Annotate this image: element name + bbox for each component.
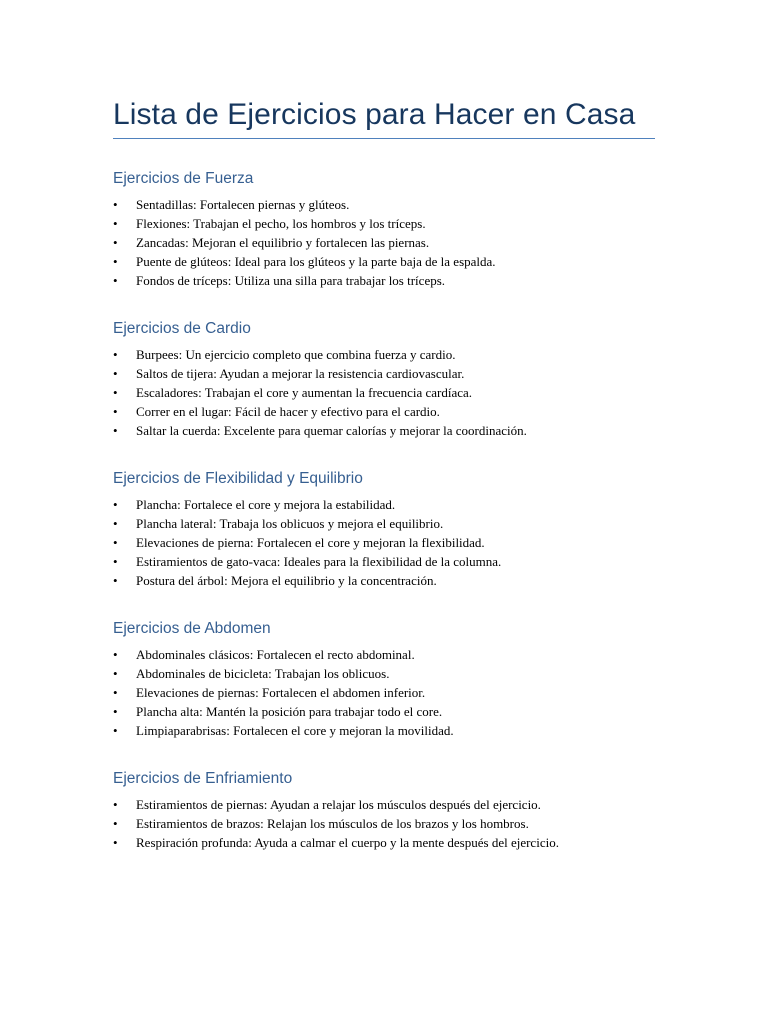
list-item <box>113 702 655 721</box>
list-item-text: Fondos de tríceps: Utiliza una silla para trabajar los tríceps. <box>136 273 446 288</box>
list-item-text: Elevaciones de piernas: Fortalecen el abdomen inferior. <box>136 685 426 700</box>
list-item <box>113 214 655 233</box>
bullet-icon: • <box>113 497 118 512</box>
exercise-list <box>113 795 655 852</box>
list-item-text: Limpiaparabrisas: Fortalecen el core y mejoran la movilidad. <box>136 723 454 738</box>
list-item <box>113 364 655 383</box>
section-abdomen <box>113 619 655 740</box>
list-item <box>113 495 655 514</box>
list-item-text: Puente de glúteos: Ideal para los glúteos y la parte baja de la espalda. <box>136 254 496 269</box>
bullet-icon: • <box>113 835 118 850</box>
section-heading: Ejercicios de Flexibilidad y Equilibrio <box>113 470 363 487</box>
list-item-text: Saltos de tijera: Ayudan a mejorar la resistencia cardiovascular. <box>136 366 465 381</box>
list-item <box>113 664 655 683</box>
list-item-text: Postura del árbol: Mejora el equilibrio y la concentración. <box>136 573 437 588</box>
bullet-icon: • <box>113 516 118 531</box>
list-item-text: Zancadas: Mejoran el equilibrio y fortalecen las piernas. <box>136 235 430 250</box>
section-enfriamiento <box>113 769 655 852</box>
list-item <box>113 533 655 552</box>
bullet-icon: • <box>113 797 118 812</box>
bullet-icon: • <box>113 573 118 588</box>
list-item <box>113 195 655 214</box>
list-item <box>113 383 655 402</box>
list-item-text: Elevaciones de pierna: Fortalecen el core y mejoran la flexibilidad. <box>136 535 485 550</box>
title-underline-rule <box>113 138 655 139</box>
list-item-text: Plancha alta: Mantén la posición para trabajar todo el core. <box>136 704 443 719</box>
bullet-icon: • <box>113 273 118 288</box>
bullet-icon: • <box>113 347 118 362</box>
bullet-icon: • <box>113 235 118 250</box>
list-item <box>113 814 655 833</box>
list-item-text: Correr en el lugar: Fácil de hacer y efectivo para el cardio. <box>136 404 440 419</box>
bullet-icon: • <box>113 423 118 438</box>
list-item <box>113 552 655 571</box>
list-item <box>113 571 655 590</box>
bullet-icon: • <box>113 723 118 738</box>
exercise-list <box>113 195 655 290</box>
bullet-icon: • <box>113 385 118 400</box>
bullet-icon: • <box>113 647 118 662</box>
list-item <box>113 233 655 252</box>
bullet-icon: • <box>113 554 118 569</box>
bullet-icon: • <box>113 704 118 719</box>
list-item-text: Estiramientos de brazos: Relajan los músculos de los brazos y los hombros. <box>136 816 529 831</box>
list-item-text: Respiración profunda: Ayuda a calmar el cuerpo y la mente después del ejercicio. <box>136 835 559 850</box>
sections-container <box>113 169 655 852</box>
list-item <box>113 721 655 740</box>
section-cardio <box>113 319 655 440</box>
list-item-text: Burpees: Un ejercicio completo que combina fuerza y cardio. <box>136 347 456 362</box>
section-fuerza <box>113 169 655 290</box>
list-item-text: Sentadillas: Fortalecen piernas y glúteos. <box>136 197 350 212</box>
list-item-text: Flexiones: Trabajan el pecho, los hombros y los tríceps. <box>136 216 426 231</box>
document-title: Lista de Ejercicios para Hacer en Casa <box>113 98 636 131</box>
list-item <box>113 683 655 702</box>
list-item <box>113 833 655 852</box>
section-heading: Ejercicios de Cardio <box>113 320 251 337</box>
section-heading: Ejercicios de Fuerza <box>113 170 254 187</box>
bullet-icon: • <box>113 666 118 681</box>
list-item-text: Plancha lateral: Trabaja los oblicuos y mejora el equilibrio. <box>136 516 444 531</box>
section-heading: Ejercicios de Abdomen <box>113 620 271 637</box>
exercise-list <box>113 645 655 740</box>
list-item-text: Saltar la cuerda: Excelente para quemar calorías y mejorar la coordinación. <box>136 423 527 438</box>
bullet-icon: • <box>113 254 118 269</box>
bullet-icon: • <box>113 216 118 231</box>
bullet-icon: • <box>113 685 118 700</box>
list-item-text: Escaladores: Trabajan el core y aumentan la frecuencia cardíaca. <box>136 385 473 400</box>
bullet-icon: • <box>113 197 118 212</box>
section-heading: Ejercicios de Enfriamiento <box>113 770 293 787</box>
bullet-icon: • <box>113 404 118 419</box>
list-item <box>113 345 655 364</box>
list-item <box>113 252 655 271</box>
bullet-icon: • <box>113 535 118 550</box>
bullet-icon: • <box>113 366 118 381</box>
list-item <box>113 514 655 533</box>
exercise-list <box>113 345 655 440</box>
list-item-text: Estiramientos de gato-vaca: Ideales para la flexibilidad de la columna. <box>136 554 502 569</box>
section-flexibilidad-equilibrio <box>113 469 655 590</box>
list-item <box>113 795 655 814</box>
list-item-text: Estiramientos de piernas: Ayudan a relajar los músculos después del ejercicio. <box>136 797 541 812</box>
list-item <box>113 421 655 440</box>
bullet-icon: • <box>113 816 118 831</box>
list-item <box>113 402 655 421</box>
list-item-text: Plancha: Fortalece el core y mejora la estabilidad. <box>136 497 396 512</box>
list-item-text: Abdominales de bicicleta: Trabajan los oblicuos. <box>136 666 390 681</box>
exercise-list <box>113 495 655 590</box>
list-item-text: Abdominales clásicos: Fortalecen el recto abdominal. <box>136 647 415 662</box>
list-item <box>113 271 655 290</box>
list-item <box>113 645 655 664</box>
